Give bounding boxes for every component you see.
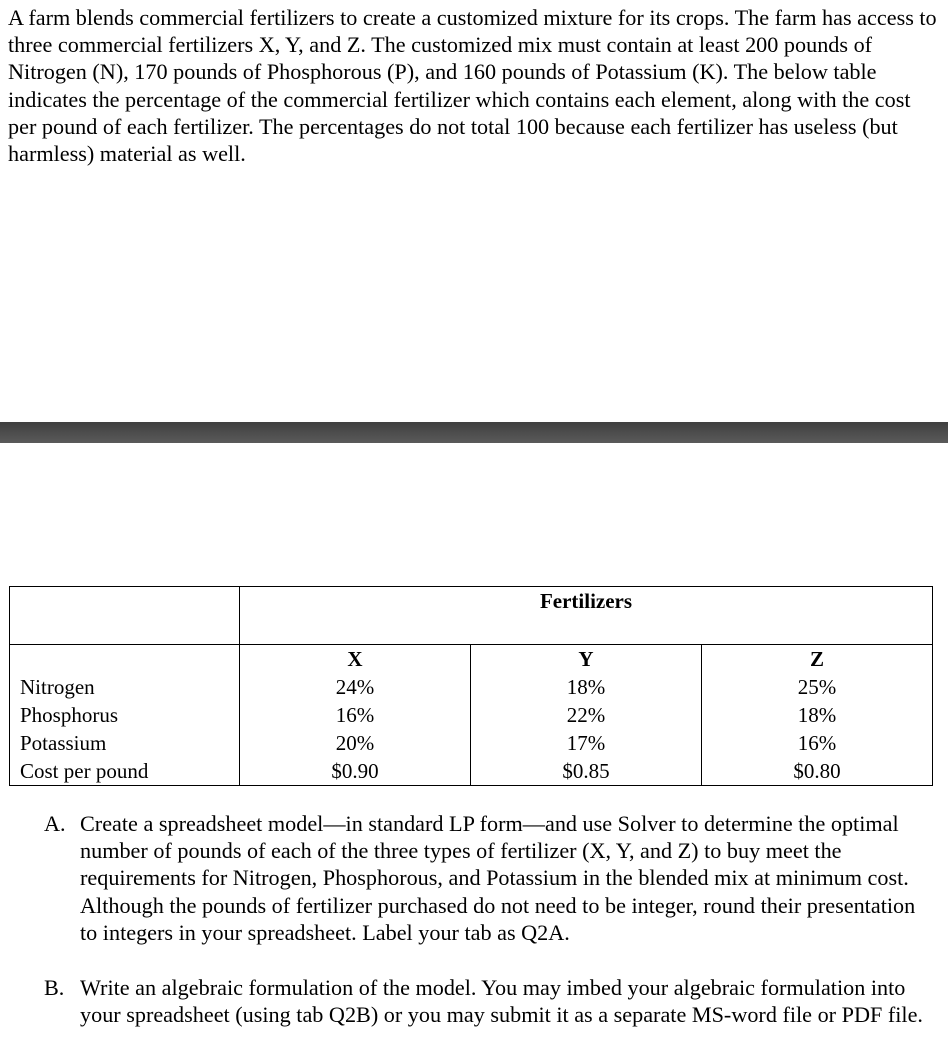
question-list	[44, 810, 934, 1056]
table-cell: 16%	[702, 729, 933, 757]
row-label: Phosphorus	[10, 701, 240, 729]
row-label: Potassium	[10, 729, 240, 757]
question-text: Create a spreadsheet model—in standard LP form—and use Solver to determine the optimal number of pounds of each of the three types of fertilizer (X, Y, and Z) to buy meet the requirements for Nitrogen, Phosphorous, and Potassium in the blended mix at minimum cost. Although the pounds of fertilizer purchased do not need to be integer, round their presentation to integers in your spreadsheet. Label your tab as Q2A.	[80, 811, 916, 945]
table-cell: $0.80	[702, 757, 933, 786]
question-a	[44, 810, 934, 946]
table-cell: $0.85	[471, 757, 702, 786]
table-cell: $0.90	[240, 757, 471, 786]
table-row	[10, 729, 933, 757]
column-header-x: X	[240, 645, 471, 674]
fertilizer-table	[9, 586, 933, 786]
table-cell: 20%	[240, 729, 471, 757]
table-caption-cell	[240, 587, 933, 645]
table-cell: 25%	[702, 673, 933, 701]
table-caption-row	[10, 587, 933, 645]
table-caption: Fertilizers	[539, 589, 633, 613]
table-cell: 18%	[471, 673, 702, 701]
row-label: Nitrogen	[10, 673, 240, 701]
empty-corner-cell	[10, 587, 240, 645]
row-label: Cost per pound	[10, 757, 240, 786]
question-letter: B.	[44, 975, 65, 1001]
page-break-bar	[0, 422, 948, 443]
table-cell: 17%	[471, 729, 702, 757]
question-b	[44, 974, 934, 1028]
table-row	[10, 757, 933, 786]
row-label-cell	[10, 645, 240, 674]
table-cell: 18%	[702, 701, 933, 729]
question-text: Write an algebraic formulation of the model. You may imbed your algebraic formulation into your spreadsheet (using tab Q2B) or you may submit it as a separate MS-word file or PDF file.	[80, 975, 923, 1028]
column-header-row	[10, 645, 933, 674]
table-row	[10, 673, 933, 701]
table-row	[10, 701, 933, 729]
table-cell: 16%	[240, 701, 471, 729]
question-letter: A.	[44, 811, 66, 836]
table-cell: 22%	[471, 701, 702, 729]
column-header-y: Y	[471, 645, 702, 674]
problem-intro: A farm blends commercial fertilizers to create a customized mixture for its crops. The farm has access to three commercial fertilizers X, Y, and Z. The customized mix must contain at least 200 pounds of Nitrogen (N), 170 pounds of Phosphorous (P), and 160 pounds of Potassium (K). The below table indicates the percentage of the commercial fertilizer which contains each element, along with the cost per pound of each fertilizer. The percentages do not total 100 because each fertilizer has useless (but harmless) material as well.	[8, 5, 937, 167]
column-header-z: Z	[702, 645, 933, 674]
table-cell: 24%	[240, 673, 471, 701]
